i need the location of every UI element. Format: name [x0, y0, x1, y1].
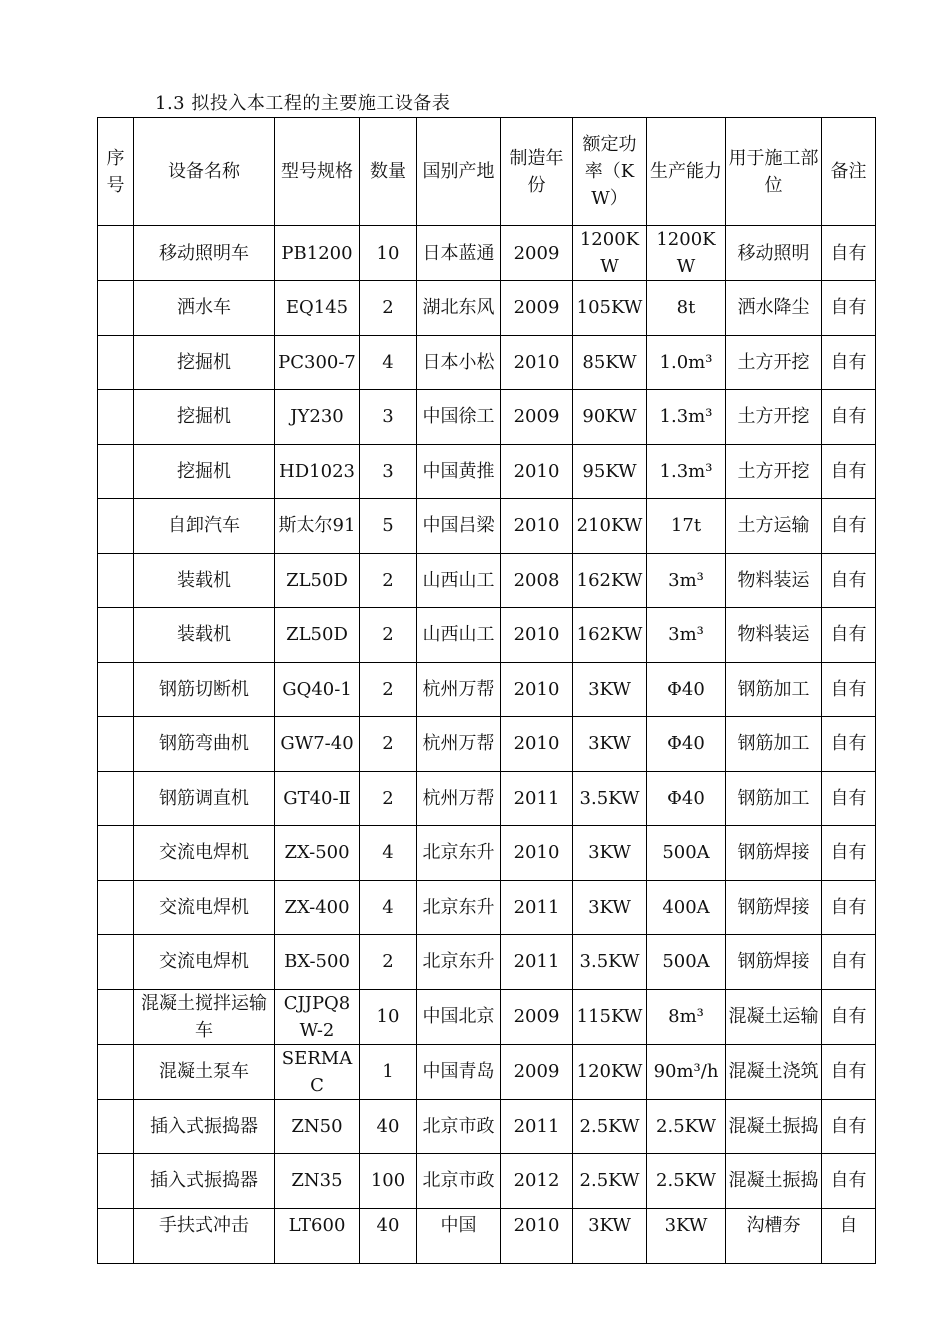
table-row	[98, 826, 876, 881]
cell-use: 钢筋焊接	[726, 826, 822, 881]
cell-use: 钢筋焊接	[726, 935, 822, 990]
cell-note: 自有	[822, 1044, 876, 1099]
cell-quantity: 2	[360, 608, 417, 663]
cell-quantity: 3	[360, 444, 417, 499]
cell-origin: 湖北东风	[417, 281, 501, 336]
cell-model: CJJPQ8W-2	[275, 989, 360, 1044]
cell-capacity: 1.0m³	[647, 335, 726, 390]
cell-quantity: 1	[360, 1044, 417, 1099]
cell-origin: 杭州万帮	[417, 662, 501, 717]
cell-year: 2010	[501, 662, 573, 717]
cell-year: 2010	[501, 444, 573, 499]
cell-model: ZN50	[275, 1099, 360, 1154]
cell-seq	[98, 499, 134, 554]
header-capacity: 生产能力	[647, 118, 726, 226]
cell-quantity: 4	[360, 880, 417, 935]
cell-year: 2011	[501, 1099, 573, 1154]
cell-model: ZL50D	[275, 608, 360, 663]
cell-use: 移动照明	[726, 226, 822, 281]
cell-model: 斯太尔91	[275, 499, 360, 554]
header-seq: 序号	[98, 118, 134, 226]
cell-origin: 北京东升	[417, 826, 501, 881]
table-row	[98, 1044, 876, 1099]
cell-quantity: 40	[360, 1208, 417, 1263]
cell-equipment-name: 交流电焊机	[134, 826, 275, 881]
cell-capacity: 8m³	[647, 989, 726, 1044]
cell-use: 混凝土振捣	[726, 1099, 822, 1154]
cell-note: 自有	[822, 662, 876, 717]
cell-model: GW7-40	[275, 717, 360, 772]
cell-seq	[98, 390, 134, 445]
cell-year: 2010	[501, 1208, 573, 1263]
cell-model: SERMAC	[275, 1044, 360, 1099]
header-use: 用于施工部位	[726, 118, 822, 226]
table-row	[98, 281, 876, 336]
cell-power: 162KW	[573, 608, 647, 663]
table-row	[98, 390, 876, 445]
cell-origin: 北京东升	[417, 880, 501, 935]
cell-origin: 日本蓝通	[417, 226, 501, 281]
cell-capacity: 500A	[647, 935, 726, 990]
cell-power: 3KW	[573, 717, 647, 772]
cell-use: 土方开挖	[726, 390, 822, 445]
cell-equipment-name: 插入式振捣器	[134, 1099, 275, 1154]
cell-equipment-name: 交流电焊机	[134, 935, 275, 990]
cell-model: PB1200	[275, 226, 360, 281]
cell-model: GQ40-1	[275, 662, 360, 717]
cell-origin: 北京东升	[417, 935, 501, 990]
cell-seq	[98, 826, 134, 881]
cell-equipment-name: 钢筋切断机	[134, 662, 275, 717]
cell-equipment-name: 移动照明车	[134, 226, 275, 281]
cell-year: 2009	[501, 281, 573, 336]
cell-power: 210KW	[573, 499, 647, 554]
cell-capacity: 1.3m³	[647, 444, 726, 499]
cell-note: 自有	[822, 717, 876, 772]
cell-quantity: 5	[360, 499, 417, 554]
cell-seq	[98, 226, 134, 281]
cell-origin: 日本小松	[417, 335, 501, 390]
header-name: 设备名称	[134, 118, 275, 226]
cell-year: 2011	[501, 935, 573, 990]
cell-seq	[98, 1154, 134, 1209]
cell-note: 自有	[822, 444, 876, 499]
cell-power: 1200KW	[573, 226, 647, 281]
cell-note: 自有	[822, 1154, 876, 1209]
cell-power: 3KW	[573, 662, 647, 717]
cell-note: 自有	[822, 771, 876, 826]
cell-capacity: 500A	[647, 826, 726, 881]
cell-model: HD1023	[275, 444, 360, 499]
cell-capacity: 3m³	[647, 553, 726, 608]
table-row	[98, 553, 876, 608]
cell-note: 自有	[822, 499, 876, 554]
cell-origin: 中国吕梁	[417, 499, 501, 554]
cell-origin: 山西山工	[417, 608, 501, 663]
cell-equipment-name: 挖掘机	[134, 444, 275, 499]
cell-model: ZL50D	[275, 553, 360, 608]
cell-model: BX-500	[275, 935, 360, 990]
cell-equipment-name: 挖掘机	[134, 335, 275, 390]
cell-model: GT40-Ⅱ	[275, 771, 360, 826]
cell-power: 2.5KW	[573, 1154, 647, 1209]
table-row	[98, 499, 876, 554]
cell-note: 自有	[822, 935, 876, 990]
cell-year: 2010	[501, 717, 573, 772]
cell-seq	[98, 662, 134, 717]
cell-use: 钢筋加工	[726, 771, 822, 826]
cell-seq	[98, 608, 134, 663]
cell-quantity: 2	[360, 553, 417, 608]
cell-origin: 北京市政	[417, 1099, 501, 1154]
table-header-row	[98, 118, 876, 226]
cell-seq	[98, 553, 134, 608]
cell-year: 2009	[501, 989, 573, 1044]
cell-seq	[98, 771, 134, 826]
cell-model: ZX-500	[275, 826, 360, 881]
cell-equipment-name: 装载机	[134, 608, 275, 663]
cell-power: 3KW	[573, 826, 647, 881]
table-row	[98, 880, 876, 935]
cell-use: 土方运输	[726, 499, 822, 554]
cell-year: 2008	[501, 553, 573, 608]
cell-quantity: 2	[360, 717, 417, 772]
cell-origin: 山西山工	[417, 553, 501, 608]
cell-seq	[98, 989, 134, 1044]
cell-use: 混凝土振捣	[726, 1154, 822, 1209]
cell-year: 2012	[501, 1154, 573, 1209]
cell-seq	[98, 444, 134, 499]
cell-seq	[98, 1044, 134, 1099]
cell-equipment-name: 自卸汽车	[134, 499, 275, 554]
cell-quantity: 40	[360, 1099, 417, 1154]
cell-seq	[98, 281, 134, 336]
cell-capacity: Φ40	[647, 717, 726, 772]
header-origin: 国别产地	[417, 118, 501, 226]
cell-use: 土方开挖	[726, 444, 822, 499]
cell-year: 2011	[501, 771, 573, 826]
cell-quantity: 100	[360, 1154, 417, 1209]
table-row	[98, 444, 876, 499]
cell-year: 2009	[501, 390, 573, 445]
cell-equipment-name: 钢筋弯曲机	[134, 717, 275, 772]
cell-year: 2009	[501, 1044, 573, 1099]
cell-use: 钢筋加工	[726, 662, 822, 717]
cell-capacity: 2.5KW	[647, 1099, 726, 1154]
cell-power: 3.5KW	[573, 935, 647, 990]
cell-quantity: 2	[360, 662, 417, 717]
cell-quantity: 2	[360, 771, 417, 826]
cell-seq	[98, 935, 134, 990]
cell-capacity: Φ40	[647, 662, 726, 717]
cell-power: 115KW	[573, 989, 647, 1044]
cell-use: 钢筋加工	[726, 717, 822, 772]
cell-capacity: 3KW	[647, 1208, 726, 1263]
cell-power: 95KW	[573, 444, 647, 499]
table-row	[98, 1099, 876, 1154]
table-row	[98, 335, 876, 390]
cell-equipment-name: 钢筋调直机	[134, 771, 275, 826]
cell-capacity: 3m³	[647, 608, 726, 663]
cell-seq	[98, 1208, 134, 1263]
cell-note: 自有	[822, 226, 876, 281]
cell-seq	[98, 335, 134, 390]
cell-power: 85KW	[573, 335, 647, 390]
cell-power: 105KW	[573, 281, 647, 336]
cell-quantity: 3	[360, 390, 417, 445]
cell-power: 162KW	[573, 553, 647, 608]
cell-power: 2.5KW	[573, 1099, 647, 1154]
cell-capacity: 1.3m³	[647, 390, 726, 445]
cell-origin: 中国北京	[417, 989, 501, 1044]
cell-note: 自有	[822, 281, 876, 336]
cell-power: 3KW	[573, 880, 647, 935]
cell-model: JY230	[275, 390, 360, 445]
cell-note: 自有	[822, 1099, 876, 1154]
cell-note: 自有	[822, 335, 876, 390]
cell-origin: 中国徐工	[417, 390, 501, 445]
page-title: 1.3 拟投入本工程的主要施工设备表	[155, 93, 451, 114]
cell-use: 钢筋焊接	[726, 880, 822, 935]
cell-quantity: 2	[360, 281, 417, 336]
cell-note: 自有	[822, 989, 876, 1044]
cell-power: 3.5KW	[573, 771, 647, 826]
header-note: 备注	[822, 118, 876, 226]
table-row	[98, 226, 876, 281]
cell-model: PC300-7	[275, 335, 360, 390]
cell-equipment-name: 插入式振捣器	[134, 1154, 275, 1209]
header-qty: 数量	[360, 118, 417, 226]
cell-seq	[98, 880, 134, 935]
cell-year: 2009	[501, 226, 573, 281]
cell-origin: 中国青岛	[417, 1044, 501, 1099]
cell-use: 土方开挖	[726, 335, 822, 390]
cell-origin: 杭州万帮	[417, 717, 501, 772]
cell-seq	[98, 717, 134, 772]
cell-capacity: Φ40	[647, 771, 726, 826]
header-model: 型号规格	[275, 118, 360, 226]
table-row	[98, 717, 876, 772]
cell-capacity: 2.5KW	[647, 1154, 726, 1209]
cell-year: 2010	[501, 335, 573, 390]
cell-quantity: 2	[360, 935, 417, 990]
cell-use: 混凝土运输	[726, 989, 822, 1044]
header-year: 制造年份	[501, 118, 573, 226]
cell-use: 洒水降尘	[726, 281, 822, 336]
table-row	[98, 608, 876, 663]
cell-quantity: 4	[360, 826, 417, 881]
cell-use: 物料装运	[726, 608, 822, 663]
cell-equipment-name: 混凝土泵车	[134, 1044, 275, 1099]
cell-capacity: 400A	[647, 880, 726, 935]
cell-use: 物料装运	[726, 553, 822, 608]
cell-year: 2010	[501, 608, 573, 663]
cell-origin: 中国黄推	[417, 444, 501, 499]
cell-equipment-name: 装载机	[134, 553, 275, 608]
cell-model: EQ145	[275, 281, 360, 336]
cell-note: 自有	[822, 826, 876, 881]
cell-seq	[98, 1099, 134, 1154]
cell-power: 120KW	[573, 1044, 647, 1099]
table-row	[98, 1208, 876, 1263]
cell-equipment-name: 交流电焊机	[134, 880, 275, 935]
cell-model: ZX-400	[275, 880, 360, 935]
cell-note: 自有	[822, 390, 876, 445]
cell-power: 90KW	[573, 390, 647, 445]
table-row	[98, 935, 876, 990]
cell-origin: 中国	[417, 1208, 501, 1263]
cell-year: 2010	[501, 826, 573, 881]
cell-use: 沟槽夯	[726, 1208, 822, 1263]
cell-note: 自有	[822, 553, 876, 608]
cell-equipment-name: 手扶式冲击	[134, 1208, 275, 1263]
cell-year: 2010	[501, 499, 573, 554]
table-row	[98, 989, 876, 1044]
cell-quantity: 10	[360, 989, 417, 1044]
cell-quantity: 10	[360, 226, 417, 281]
cell-note: 自有	[822, 880, 876, 935]
cell-capacity: 17t	[647, 499, 726, 554]
cell-origin: 北京市政	[417, 1154, 501, 1209]
cell-note: 自	[822, 1208, 876, 1263]
cell-power: 3KW	[573, 1208, 647, 1263]
cell-year: 2011	[501, 880, 573, 935]
table-row	[98, 662, 876, 717]
cell-capacity: 1200KW	[647, 226, 726, 281]
cell-origin: 杭州万帮	[417, 771, 501, 826]
cell-model: LT600	[275, 1208, 360, 1263]
cell-quantity: 4	[360, 335, 417, 390]
cell-equipment-name: 挖掘机	[134, 390, 275, 445]
cell-capacity: 8t	[647, 281, 726, 336]
cell-equipment-name: 混凝土搅拌运输车	[134, 989, 275, 1044]
cell-note: 自有	[822, 608, 876, 663]
cell-use: 混凝土浇筑	[726, 1044, 822, 1099]
header-power: 额定功率（KW）	[573, 118, 647, 226]
cell-capacity: 90m³/h	[647, 1044, 726, 1099]
table-row	[98, 771, 876, 826]
equipment-table	[97, 117, 876, 1264]
table-row	[98, 1154, 876, 1209]
cell-equipment-name: 洒水车	[134, 281, 275, 336]
cell-model: ZN35	[275, 1154, 360, 1209]
